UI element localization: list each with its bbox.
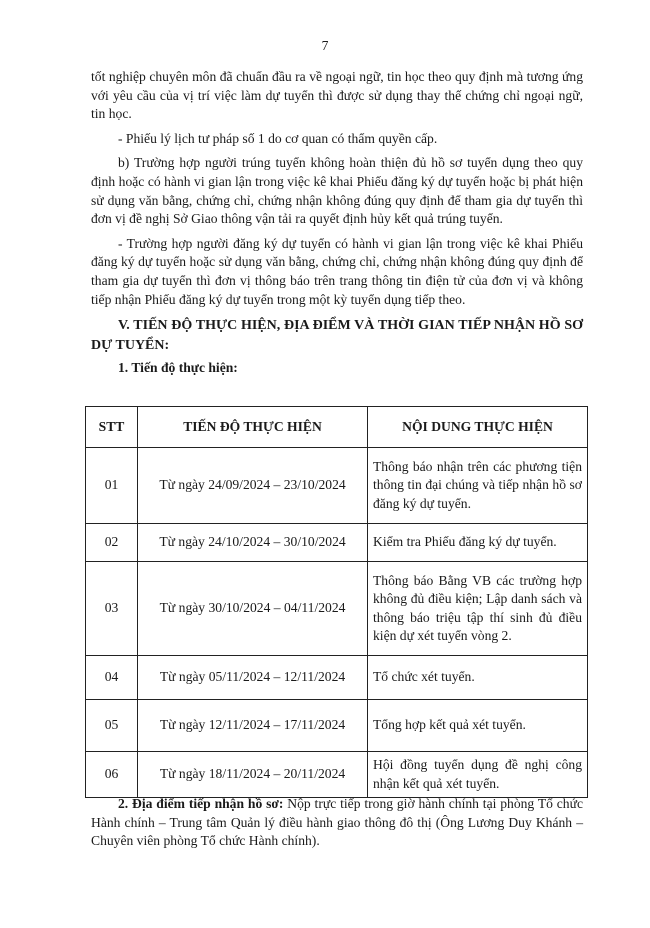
page-number: 7: [321, 38, 329, 53]
table-row: [86, 524, 588, 562]
row-period: Từ ngày 12/11/2024 – 17/11/2024: [138, 700, 368, 752]
paragraph: tốt nghiệp chuyên môn đã chuẩn đầu ra về ngoại ngữ, tin học theo quy định mà tương ứng với yêu cầu của vị trí việc làm dự tuyển thì được sử dụng thay thế chứng chỉ ngoại ngữ, tin học.: [91, 69, 583, 122]
table-row: [86, 562, 588, 656]
location-text: Nộp trực tiếp trong giờ hành chính tại phòng Tổ chức Hành chính – Trung tâm Quản lý điều hành giao thông đô thị (Ông Lương Duy Khánh – Chuyên viên phòng Tổ chức Hành chính).: [91, 796, 584, 849]
schedule-table: [85, 406, 588, 798]
row-content: Tổng hợp kết quả xét tuyển.: [368, 700, 588, 752]
table-row: [86, 752, 588, 798]
header-content: NỘI DUNG THỰC HIỆN: [368, 407, 588, 448]
table-row: [86, 700, 588, 752]
row-period: Từ ngày 18/11/2024 – 20/11/2024: [138, 752, 368, 798]
row-stt: 01: [86, 448, 138, 524]
row-content: Thông báo Bằng VB các trường hợp không đủ điều kiện; Lập danh sách và thông báo triệu tập thí sinh đủ điều kiện dự xét tuyển vòng 2.: [368, 562, 588, 656]
paragraph: - Trường hợp người đăng ký dự tuyển có hành vi gian lận trong việc kê khai Phiếu đăng ký dự tuyển hoặc sử dụng văn bằng, chứng chỉ, chứng nhận không đúng quy định để tham gia dự tuyển thì đơn vị thông báo trên trang thông tin điện tử của đơn vị và không tiếp nhận Phiếu đăng ký dự tuyển trong một kỳ tuyển dụng tiếp theo.: [91, 235, 583, 307]
section-heading: V. TIẾN ĐỘ THỰC HIỆN, ĐỊA ĐIỂM VÀ THỜI GIAN TIẾP NHẬN HỒ SƠ DỰ TUYỂN:: [91, 318, 583, 353]
row-stt: 06: [86, 752, 138, 798]
row-content: Hội đồng tuyển dụng đề nghị công nhận kết quả xét tuyển.: [368, 752, 588, 798]
row-stt: 03: [86, 562, 138, 656]
paragraph: b) Trường hợp người trúng tuyển không hoàn thiện đủ hồ sơ tuyển dụng theo quy định hoặc có hành vi gian lận trong việc kê khai Phiếu đăng ký dự tuyển hoặc bị phát hiện sử dụng văn bằng, chứng chỉ, chứng nhận không đúng quy định để tham gia dự tuyển thì đơn vị đề nghị Sở Giao thông vận tải ra quyết định hủy kết quả trúng tuyển.: [91, 155, 583, 227]
row-period: Từ ngày 30/10/2024 – 04/11/2024: [138, 562, 368, 656]
paragraph: - Phiếu lý lịch tư pháp số 1 do cơ quan có thẩm quyền cấp.: [118, 130, 438, 146]
row-stt: 04: [86, 656, 138, 700]
row-content: Kiểm tra Phiếu đăng ký dự tuyển.: [368, 524, 588, 562]
header-period: TIẾN ĐỘ THỰC HIỆN: [138, 407, 368, 448]
header-stt: STT: [86, 407, 138, 448]
row-period: Từ ngày 24/09/2024 – 23/10/2024: [138, 448, 368, 524]
subheading-schedule: 1. Tiến độ thực hiện:: [118, 360, 238, 376]
table-header-row: [86, 407, 588, 448]
document-body: [91, 68, 583, 378]
row-stt: 05: [86, 700, 138, 752]
row-content: Tổ chức xét tuyển.: [368, 656, 588, 700]
row-period: Từ ngày 05/11/2024 – 12/11/2024: [138, 656, 368, 700]
reception-location: [91, 795, 583, 851]
row-period: Từ ngày 24/10/2024 – 30/10/2024: [138, 524, 368, 562]
row-stt: 02: [86, 524, 138, 562]
row-content: Thông báo nhận trên các phương tiện thông tin đại chúng và tiếp nhận hồ sơ đăng ký dự tuyển.: [368, 448, 588, 524]
table-row: [86, 448, 588, 524]
table-row: [86, 656, 588, 700]
subheading-location: 2. Địa điểm tiếp nhận hồ sơ:: [118, 796, 284, 811]
